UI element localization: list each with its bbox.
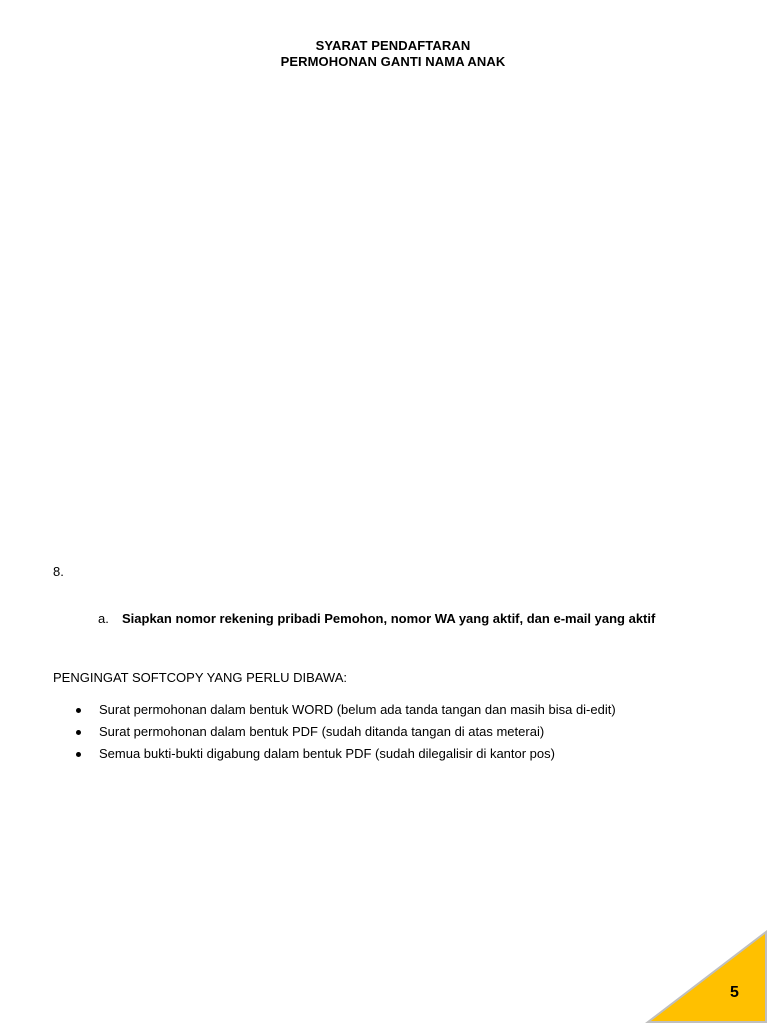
list-item-number: 8. (53, 564, 64, 579)
page-number: 5 (730, 984, 739, 1001)
document-title (0, 38, 768, 70)
list-item-text: Surat permohonan dalam bentuk WORD (belum ada tanda tangan dan masih bisa di-edit) (99, 702, 616, 717)
sub-item-marker: a. (98, 611, 109, 626)
list-item (74, 746, 616, 768)
title-line-2: PERMOHONAN GANTI NAMA ANAK (280, 54, 506, 69)
reminder-list (74, 702, 616, 768)
title-line-1: SYARAT PENDAFTARAN (315, 38, 471, 53)
reminder-heading: PENGINGAT SOFTCOPY YANG PERLU DIBAWA: (53, 670, 348, 685)
sub-item-a (98, 608, 724, 630)
page-corner-triangle (644, 930, 768, 1024)
bullet-icon (76, 730, 81, 735)
list-item (74, 702, 616, 724)
bullet-icon (76, 708, 81, 713)
sub-item-text: Siapkan nomor rekening pribadi Pemohon, nomor WA yang aktif, dan e-mail yang aktif (122, 611, 656, 626)
bullet-icon (76, 752, 81, 757)
list-item (74, 724, 616, 746)
corner-triangle-shape (648, 932, 766, 1022)
list-item-text: Surat permohonan dalam bentuk PDF (sudah ditanda tangan di atas meterai) (99, 724, 545, 739)
list-item-text: Semua bukti-bukti digabung dalam bentuk PDF (sudah dilegalisir di kantor pos) (99, 746, 555, 761)
